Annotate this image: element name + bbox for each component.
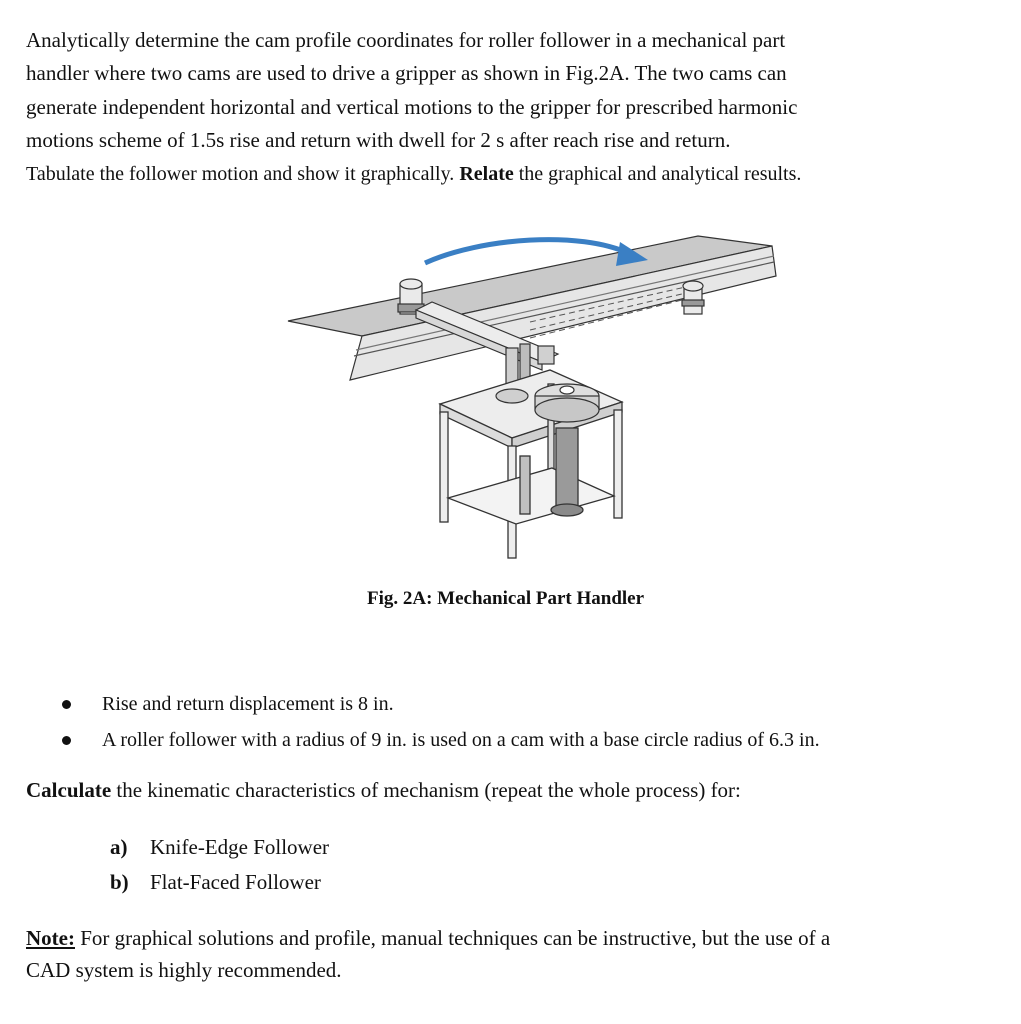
option-knife-edge — [110, 832, 329, 867]
problem-line-5-start: Tabulate the follower motion and show it graphically. — [26, 162, 460, 185]
note-text-1: For graphical solutions and profile, manual techniques can be instructive, but the use of a — [74, 926, 831, 950]
note-paragraph — [26, 922, 1006, 986]
calculate-instruction — [26, 778, 741, 803]
bullet-dot — [62, 736, 71, 745]
follower-options — [110, 832, 329, 902]
note-label: Note: — [26, 926, 75, 950]
problem-line-4: motions scheme of 1.5s rise and return with dwell for 2 s after reach rise and return. — [26, 128, 731, 153]
option-text-b: Flat-Faced Follower — [150, 870, 321, 894]
option-label-a: a) — [110, 835, 128, 859]
relate-bold: Relate — [459, 162, 514, 185]
part-handler-illustration — [280, 218, 780, 568]
calculate-text: the kinematic characteristics of mechanism (repeat the whole process) for: — [111, 778, 741, 802]
note-line-1 — [26, 922, 1006, 954]
gripper-destination — [682, 281, 704, 314]
given-data-list — [60, 690, 820, 762]
option-flat-faced — [110, 867, 329, 902]
bullet-item-roller — [60, 726, 820, 762]
problem-line-2: handler where two cams are used to drive a gripper as shown in Fig.2A. The two cams can — [26, 61, 787, 86]
problem-line-5-end: the graphical and analytical results. — [513, 162, 802, 185]
problem-line-3: generate independent horizontal and vertical motions to the gripper for prescribed harmonic — [26, 94, 798, 119]
problem-statement — [26, 24, 1001, 191]
calculate-bold: Calculate — [26, 778, 112, 802]
option-text-a: Knife-Edge Follower — [150, 835, 330, 859]
option-label-b: b) — [110, 870, 129, 894]
mechanical-part-handler-figure — [280, 218, 780, 568]
bullet-dot — [62, 700, 71, 709]
bullet-item-displacement — [60, 690, 820, 726]
bullet-text-roller: A roller follower with a radius of 9 in. is used on a cam with a base circle radius of 6.3 in. — [102, 729, 820, 751]
note-line-2: CAD system is highly recommended. — [26, 958, 342, 982]
bullet-text-displacement: Rise and return displacement is 8 in. — [102, 693, 394, 715]
problem-line-1: Analytically determine the cam profile coordinates for roller follower in a mechanical part — [26, 28, 786, 52]
figure-caption: Fig. 2A: Mechanical Part Handler — [367, 588, 645, 609]
problem-line-5 — [26, 158, 1001, 191]
